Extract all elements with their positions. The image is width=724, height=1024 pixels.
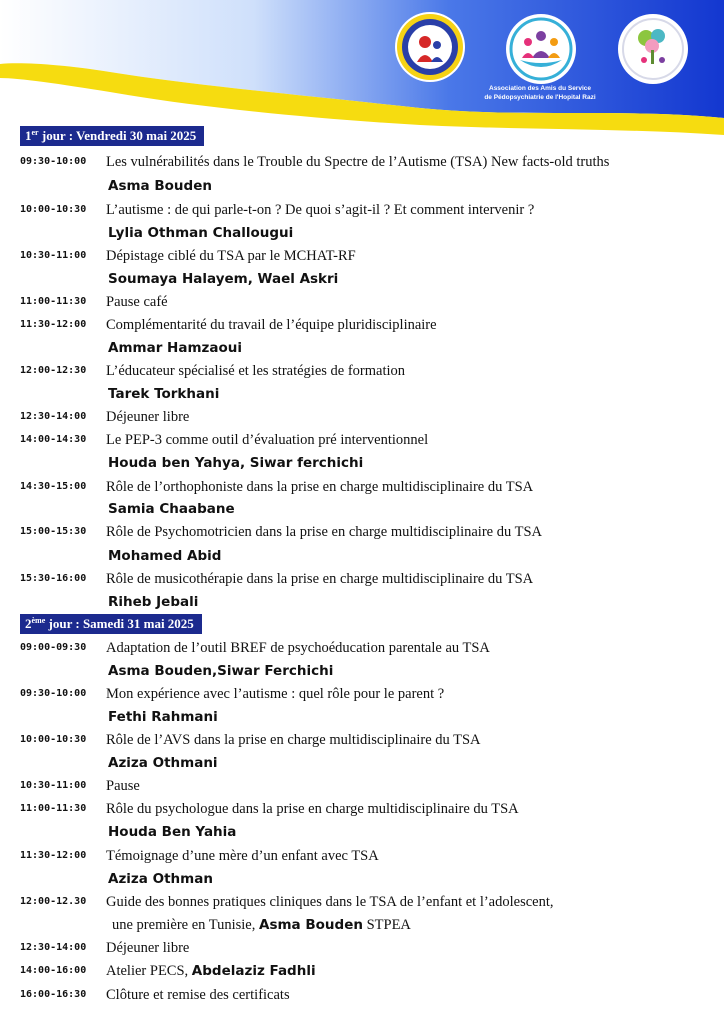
header-wave-background (0, 0, 724, 140)
time-slot: 11:00-11:30 (20, 296, 87, 307)
speaker-name: Riheb Jebali (108, 594, 199, 610)
time-slot: 12:00-12:30 (20, 365, 87, 376)
association-name (470, 84, 610, 102)
time-slot: 09:00-09:30 (20, 642, 87, 653)
session-title: Rôle du psychologue dans la prise en charge multidisciplinaire du TSA (106, 801, 519, 817)
time-slot: 11:30-12:00 (20, 319, 87, 330)
time-slot: 10:00-10:30 (20, 734, 87, 745)
speaker-name: Lylia Othman Challougui (108, 225, 294, 241)
speaker-name: Mohamed Abid (108, 548, 222, 564)
speaker-name: Fethi Rahmani (108, 709, 218, 725)
speaker-name: Asma Bouden (259, 917, 363, 933)
time-slot: 11:00-11:30 (20, 803, 87, 814)
session-title: Mon expérience avec l’autisme : quel rôle pour le parent ? (106, 686, 445, 702)
speaker-name: Aziza Othman (108, 871, 213, 887)
time-slot: 10:30-11:00 (20, 780, 87, 791)
speaker-name: Ammar Hamzaoui (108, 340, 243, 356)
time-slot: 15:00-15:30 (20, 526, 87, 537)
session-title: Rôle de musicothérapie dans la prise en charge multidisciplinaire du TSA (106, 571, 534, 587)
session-title: L’éducateur spécialisé et les stratégies de formation (106, 363, 406, 379)
session-title: Pause (106, 778, 140, 794)
tree-people-logo-icon (618, 14, 688, 84)
header-banner (0, 0, 724, 140)
session-title: L’autisme : de qui parle-t-on ? De quoi s’agit-il ? Et comment intervenir ? (106, 202, 535, 218)
session-title-continued (112, 914, 411, 936)
time-slot: 12:30-14:00 (20, 942, 87, 953)
time-slot: 09:30-10:00 (20, 688, 87, 699)
session-title: Rôle de Psychomotricien dans la prise en charge multidisciplinaire du TSA (106, 524, 542, 540)
time-slot: 14:30-15:00 (20, 481, 87, 492)
time-slot: 16:00-16:30 (20, 989, 87, 1000)
day2-label: jour : Samedi 31 mai 2025 (45, 616, 194, 631)
session-title: Complémentarité du travail de l’équipe pluridisciplinaire (106, 317, 437, 333)
society-logo-icon (395, 12, 465, 82)
day1-ordinal: er (31, 128, 39, 137)
speaker-name: Aziza Othmani (108, 755, 218, 771)
speaker-name: Asma Bouden (108, 178, 212, 194)
speaker-name: Soumaya Halayem, Wael Askri (108, 271, 339, 287)
session-title: Clôture et remise des certificats (106, 987, 290, 1003)
time-slot: 10:00-10:30 (20, 204, 87, 215)
time-slot: 12:00-12.30 (20, 896, 87, 907)
day1-heading (20, 126, 204, 146)
family-hands-logo-icon (506, 14, 576, 84)
time-slot: 12:30-14:00 (20, 411, 87, 422)
time-slot: 15:30-16:00 (20, 573, 87, 584)
session-title: Le PEP-3 comme outil d’évaluation pré interventionnel (106, 432, 429, 448)
session-title-with-speaker (106, 960, 316, 982)
speaker-name: Abdelaziz Fadhli (191, 963, 316, 979)
session-title-line2: une première en Tunisie, (112, 917, 259, 933)
speaker-name: Samia Chaabane (108, 501, 235, 517)
association-name-line2: de Pédopsychiatrie de l'Hopital Razi (484, 94, 596, 101)
day2-number: 2 (25, 616, 32, 631)
session-title: Dépistage ciblé du TSA par le MCHAT-RF (106, 248, 356, 264)
time-slot: 10:30-11:00 (20, 250, 87, 261)
time-slot: 14:00-16:00 (20, 965, 87, 976)
session-title: Les vulnérabilités dans le Trouble du Spectre de l’Autisme (TSA) New facts-old truths (106, 154, 610, 170)
session-title: Rôle de l’AVS dans la prise en charge multidisciplinaire du TSA (106, 732, 481, 748)
speaker-name: Houda Ben Yahia (108, 824, 237, 840)
session-title: Adaptation de l’outil BREF de psychoéducation parentale au TSA (106, 640, 490, 656)
speaker-name: Asma Bouden,Siwar Ferchichi (108, 663, 334, 679)
session-title: Déjeuner libre (106, 409, 190, 425)
session-title: Rôle de l’orthophoniste dans la prise en charge multidisciplinaire du TSA (106, 479, 534, 495)
session-title-tail: STPEA (362, 917, 411, 933)
speaker-name: Tarek Torkhani (108, 386, 220, 402)
session-title: Pause café (106, 294, 168, 310)
day1-number: 1 (25, 128, 32, 143)
time-slot: 09:30-10:00 (20, 156, 87, 167)
day2-ordinal: ème (31, 616, 46, 625)
session-title: Atelier PECS, (106, 963, 192, 979)
association-name-line1: Association des Amis du Service (489, 85, 591, 92)
time-slot: 11:30-12:00 (20, 850, 87, 861)
session-title: Déjeuner libre (106, 940, 190, 956)
speaker-name: Houda ben Yahya, Siwar ferchichi (108, 455, 364, 471)
session-title: Guide des bonnes pratiques cliniques dans le TSA de l’enfant et l’adolescent, (106, 894, 554, 910)
session-title: Témoignage d’une mère d’un enfant avec TSA (106, 848, 379, 864)
day1-label: jour : Vendredi 30 mai 2025 (38, 128, 197, 143)
time-slot: 14:00-14:30 (20, 434, 87, 445)
day2-heading (20, 614, 202, 634)
